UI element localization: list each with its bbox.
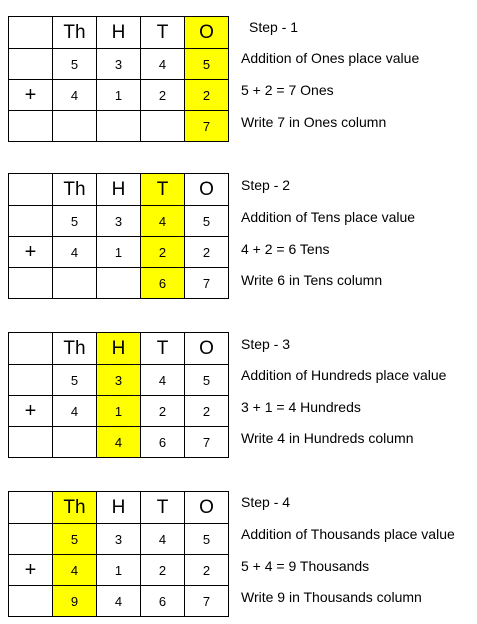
plus-sign: + [9, 237, 53, 268]
step-write-instruction: Write 4 in Hundreds column [241, 430, 414, 446]
step-calculation: 3 + 1 = 4 Hundreds [241, 399, 361, 415]
blank-cell [9, 111, 53, 142]
sum-row [9, 111, 229, 142]
digit-cell: 2 [185, 396, 229, 427]
blank-cell [9, 174, 53, 206]
digit-cell: 5 [185, 524, 229, 555]
digit-cell: 5 [53, 365, 97, 396]
column-header: Th [53, 174, 97, 206]
digit-cell: 5 [185, 365, 229, 396]
column-header: O [185, 492, 229, 524]
digit-cell: 9 [53, 586, 97, 617]
digit-cell: 4 [53, 237, 97, 268]
blank-cell [9, 268, 53, 299]
blank-cell [9, 586, 53, 617]
digit-cell: 7 [185, 111, 229, 142]
sum-row [9, 268, 229, 299]
blank-cell [9, 365, 53, 396]
plus-sign: + [9, 555, 53, 586]
digit-cell: 4 [53, 555, 97, 586]
digit-cell: 1 [97, 396, 141, 427]
place-value-table [8, 332, 229, 458]
column-header: H [97, 333, 141, 365]
place-value-table [8, 16, 229, 142]
digit-cell: 6 [141, 586, 185, 617]
blank-cell [9, 333, 53, 365]
digit-cell: 2 [185, 555, 229, 586]
header-row [9, 333, 229, 365]
column-header: H [97, 174, 141, 206]
blank-cell [9, 206, 53, 237]
digit-cell: 5 [185, 206, 229, 237]
column-header: T [141, 492, 185, 524]
digit-cell [141, 111, 185, 142]
step-title: Step - 3 [241, 336, 291, 352]
addend-row [9, 237, 229, 268]
digit-cell: 3 [97, 365, 141, 396]
blank-cell [9, 524, 53, 555]
plus-sign: + [9, 80, 53, 111]
digit-cell: 4 [141, 49, 185, 80]
blank-cell [9, 17, 53, 49]
step-title: Step - 2 [241, 177, 291, 193]
digit-cell: 7 [185, 427, 229, 458]
step-write-instruction: Write 7 in Ones column [241, 114, 387, 130]
place-value-table [8, 491, 229, 617]
step-title: Step - 4 [241, 494, 291, 510]
addend-row [9, 80, 229, 111]
digit-cell: 5 [53, 49, 97, 80]
digit-cell: 6 [141, 427, 185, 458]
place-value-table [8, 173, 229, 299]
step-calculation: 4 + 2 = 6 Tens [241, 241, 330, 257]
step-write-instruction: Write 9 in Thousands column [241, 589, 422, 605]
digit-cell: 2 [185, 237, 229, 268]
step-description: Addition of Thousands place value [241, 526, 455, 542]
column-header: H [97, 492, 141, 524]
addend-row [9, 524, 229, 555]
step-description: Addition of Ones place value [241, 50, 420, 66]
digit-cell: 4 [141, 206, 185, 237]
column-header: T [141, 17, 185, 49]
digit-cell [53, 111, 97, 142]
addend-row [9, 206, 229, 237]
digit-cell: 5 [53, 206, 97, 237]
digit-cell: 7 [185, 586, 229, 617]
digit-cell: 4 [53, 396, 97, 427]
digit-cell: 5 [185, 49, 229, 80]
blank-cell [9, 49, 53, 80]
header-row [9, 492, 229, 524]
addend-row [9, 365, 229, 396]
digit-cell: 3 [97, 49, 141, 80]
digit-cell: 3 [97, 524, 141, 555]
digit-cell: 4 [141, 524, 185, 555]
digit-cell [97, 268, 141, 299]
digit-cell: 1 [97, 237, 141, 268]
header-row [9, 174, 229, 206]
digit-cell: 5 [53, 524, 97, 555]
digit-cell: 7 [185, 268, 229, 299]
digit-cell: 1 [97, 80, 141, 111]
digit-cell: 2 [141, 396, 185, 427]
step-description: Addition of Hundreds place value [241, 367, 447, 383]
digit-cell [53, 427, 97, 458]
step-write-instruction: Write 6 in Tens column [241, 272, 383, 288]
digit-cell: 2 [141, 80, 185, 111]
digit-cell: 2 [141, 237, 185, 268]
plus-sign: + [9, 396, 53, 427]
step-description: Addition of Tens place value [241, 209, 416, 225]
blank-cell [9, 427, 53, 458]
digit-cell: 4 [53, 80, 97, 111]
digit-cell: 2 [185, 80, 229, 111]
column-header: O [185, 17, 229, 49]
digit-cell: 4 [141, 365, 185, 396]
digit-cell: 4 [97, 586, 141, 617]
digit-cell: 6 [141, 268, 185, 299]
digit-cell: 4 [97, 427, 141, 458]
addend-row [9, 555, 229, 586]
column-header: Th [53, 492, 97, 524]
column-header: T [141, 174, 185, 206]
column-header: Th [53, 17, 97, 49]
addend-row [9, 49, 229, 80]
step-calculation: 5 + 2 = 7 Ones [241, 82, 334, 98]
digit-cell [53, 268, 97, 299]
sum-row [9, 586, 229, 617]
column-header: H [97, 17, 141, 49]
column-header: T [141, 333, 185, 365]
step-calculation: 5 + 4 = 9 Thousands [241, 558, 370, 574]
blank-cell [9, 492, 53, 524]
column-header: Th [53, 333, 97, 365]
sum-row [9, 427, 229, 458]
column-header: O [185, 333, 229, 365]
digit-cell: 3 [97, 206, 141, 237]
column-header: O [185, 174, 229, 206]
header-row [9, 17, 229, 49]
digit-cell: 2 [141, 555, 185, 586]
digit-cell [97, 111, 141, 142]
digit-cell: 1 [97, 555, 141, 586]
step-title: Step - 1 [249, 19, 299, 35]
addend-row [9, 396, 229, 427]
